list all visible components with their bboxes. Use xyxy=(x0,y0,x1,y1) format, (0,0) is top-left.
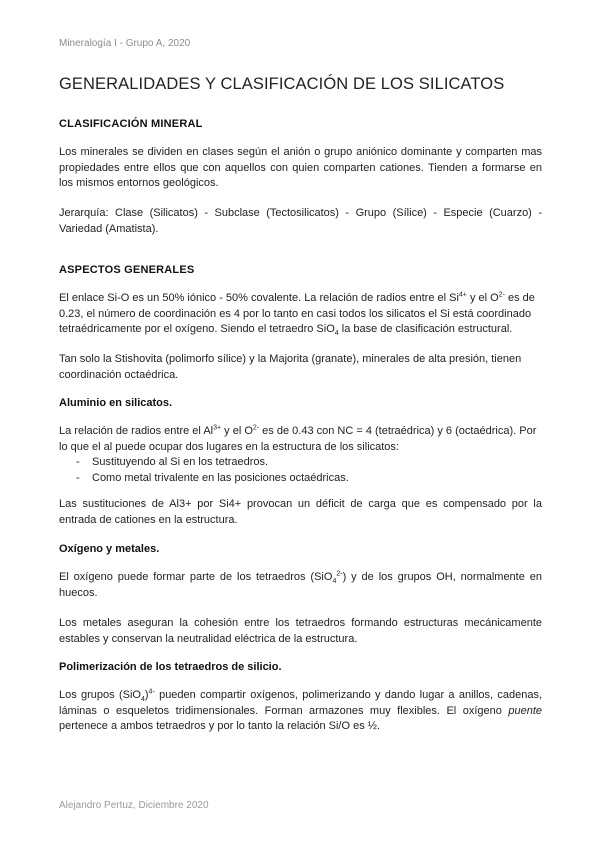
paragraph-polimerizacion: Los grupos $(SiO_4)^{4-}$ pueden compartir oxígenos, polimerizando y dando lugar a anillos, cadenas, láminas o esqueletos tridimensionales. Forman armazones muy flexibles. El oxígeno puente pertenece a ambos tetraedros y por lo tanto la relación Si/O es ½. xyxy=(59,688,543,732)
paragraph-enlace-si-o: El enlace Si-O es un 50% iónico - 50% covalente. La relación de radios entre el $Si^{4+}$ y el $O^{2-}$ es de 0.23, el número de coordinación es 4 por lo tanto en casi todos los silicatos el Si está coordinado tetraédricamente por el oxígeno. Siendo el tetraedro SiO$_4$ la base de clasificación estructural. xyxy=(59,291,535,338)
paragraph-sustituciones: Las sustituciones de Al3+ por Si4+ provocan un déficit de carga que es compensado por la entrada de cationes en la estructura. xyxy=(59,498,542,526)
running-footer: Alejandro Pertuz, Diciembre 2020 xyxy=(59,800,209,811)
page-title: GENERALIDADES Y CLASIFICACIÓN DE LOS SILICATOS xyxy=(59,75,505,93)
paragraph-jerarquia: Jerarquía: Clase (Silicatos) - Subclase (Tectosilicatos) - Grupo (Sílice) - Especie (Cuarzo) - Variedad (Amatista). xyxy=(59,207,542,235)
paragraph-stishovita: Tan solo la Stishovita (polimorfo sílice) y la Majorita (granate), minerales de alta presión, tienen coordinación octaédrica. xyxy=(59,353,522,381)
paragraph-oxigeno: El oxígeno puede formar parte de los tetraedros (SiO$_4^{2-}$) y de los grupos OH, normalmente en huecos. xyxy=(59,570,542,599)
paragraph-metales: Los metales aseguran la cohesión entre los tetraedros formando estructuras mecánicamente estables y conservan la neutralidad eléctrica de la estructura. xyxy=(59,617,542,645)
running-header: Mineralogía I - Grupo A, 2020 xyxy=(59,38,191,49)
section-heading-clasificacion: CLASIFICACIÓN MINERAL xyxy=(59,118,203,130)
aluminio-bullet-list xyxy=(59,455,349,486)
subheading-oxigeno: Oxígeno y metales. xyxy=(59,543,160,555)
list-item: - Sustituyendo al Si en los tetraedros. xyxy=(76,456,269,468)
list-item: - Como metal trivalente en las posiciones octaédricas. xyxy=(76,471,349,484)
paragraph-aluminio: La relación de radios entre el $Al^{3+}$ y el $O^{2-}$ es de 0.43 con NC = 4 (tetraédrica) y 6 (octaédrica). Por lo que el al puede ocupar dos lugares en la estructura de los silicatos: xyxy=(59,424,537,453)
paragraph-clasificacion-intro: Los minerales se dividen en clases según el anión o grupo aniónico dominante y comparten mas propiedades entre ellos que con aquellos con quien comparten cationes. Tienden a formarse en los mismos entornos geológicos. xyxy=(59,146,542,189)
subheading-polimerizacion: Polimerización de los tetraedros de silicio. xyxy=(59,661,282,673)
subheading-aluminio: Aluminio en silicatos. xyxy=(59,397,173,409)
section-heading-aspectos: ASPECTOS GENERALES xyxy=(59,264,195,276)
